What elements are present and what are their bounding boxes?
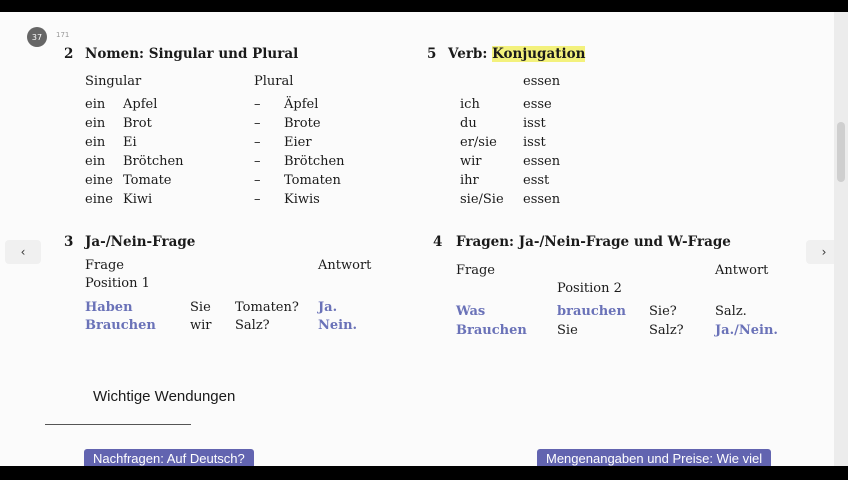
section5-title-prefix: Verb: (448, 46, 488, 62)
section2-plural: Äpfel (284, 97, 319, 112)
section5-verb: essen (523, 74, 561, 89)
section3-subject: Sie (190, 300, 211, 315)
section5-form: isst (523, 116, 546, 131)
section5-pronoun: wir (460, 154, 482, 169)
section5-form: esst (523, 173, 550, 188)
section4-col-frage: Frage (456, 263, 495, 278)
section3-subject: wir (190, 318, 212, 333)
section4-number: 4 (433, 234, 443, 250)
section2-noun: Brötchen (123, 154, 184, 169)
section2-col-singular: Singular (85, 74, 142, 89)
section3-title: Ja-/Nein-Frage (85, 234, 196, 250)
section2-plural: Tomaten (284, 173, 341, 188)
section2-article: eine (85, 173, 113, 188)
section5-pronoun: du (460, 116, 477, 131)
section3-verb: Haben (85, 300, 133, 315)
mengenangaben-button[interactable]: Mengenangaben und Preise: Wie viel (537, 449, 771, 466)
section3-object: Salz? (235, 318, 270, 333)
section2-dash: – (254, 192, 261, 207)
section2-article: eine (85, 192, 113, 207)
section3-object: Tomaten? (235, 300, 299, 315)
section2-dash: – (254, 135, 261, 150)
section5-form: essen (523, 192, 561, 207)
section2-noun: Kiwi (123, 192, 153, 207)
page-number-small: 171 (56, 31, 70, 39)
section5-title (448, 46, 585, 62)
section4-verb: brauchen (557, 304, 626, 319)
section4-col-antwort: Antwort (715, 263, 769, 278)
section2-dash: – (254, 173, 261, 188)
section5-title-highlight: Konjugation (492, 46, 586, 62)
section4-first: Brauchen (456, 323, 527, 338)
scrollbar-thumb[interactable] (837, 122, 845, 182)
section2-dash: – (254, 116, 261, 131)
section5-pronoun: ihr (460, 173, 479, 188)
section2-dash: – (254, 154, 261, 169)
section2-article: ein (85, 97, 106, 112)
section3-number: 3 (64, 234, 74, 250)
section3-col-frage: Frage (85, 258, 124, 273)
section2-noun: Tomate (123, 173, 172, 188)
section2-plural: Kiwis (284, 192, 320, 207)
chevron-left-icon: ‹ (20, 245, 26, 259)
section2-col-plural: Plural (254, 74, 294, 89)
phrases-heading: Wichtige Wendungen (93, 388, 236, 405)
document-page (0, 12, 848, 466)
section5-form: esse (523, 97, 552, 112)
chevron-right-icon: › (821, 245, 827, 259)
divider (45, 424, 191, 425)
section2-plural: Brötchen (284, 154, 345, 169)
section4-verb: Sie (557, 323, 578, 338)
section2-number: 2 (64, 46, 74, 62)
prev-page-button[interactable] (5, 240, 41, 264)
page-number-badge: 37 (27, 27, 47, 47)
section2-dash: – (254, 97, 261, 112)
section5-pronoun: ich (460, 97, 480, 112)
section2-article: ein (85, 135, 106, 150)
section2-plural: Brote (284, 116, 321, 131)
section2-article: ein (85, 116, 106, 131)
section2-title: Nomen: Singular und Plural (85, 46, 299, 62)
section3-answer: Ja. (318, 300, 338, 315)
section3-verb: Brauchen (85, 318, 156, 333)
section4-position: Position 2 (557, 281, 622, 296)
section2-noun: Apfel (123, 97, 158, 112)
section3-position: Position 1 (85, 276, 150, 291)
section2-noun: Brot (123, 116, 152, 131)
nachfragen-button[interactable]: Nachfragen: Auf Deutsch? (84, 449, 254, 466)
section2-plural: Eier (284, 135, 312, 150)
section4-subject: Salz? (649, 323, 684, 338)
section2-noun: Ei (123, 135, 137, 150)
section2-article: ein (85, 154, 106, 169)
scrollbar[interactable] (834, 12, 848, 466)
section5-pronoun: er/sie (460, 135, 497, 150)
section3-col-antwort: Antwort (318, 258, 372, 273)
section5-form: isst (523, 135, 546, 150)
section5-pronoun: sie/Sie (460, 192, 504, 207)
section5-number: 5 (427, 46, 437, 62)
section4-first: Was (456, 304, 486, 319)
section5-form: essen (523, 154, 561, 169)
section3-answer: Nein. (318, 318, 358, 333)
section4-subject: Sie? (649, 304, 677, 319)
section4-answer: Salz. (715, 304, 747, 319)
section4-title: Fragen: Ja-/Nein-Frage und W-Frage (456, 234, 731, 250)
section4-answer: Ja./Nein. (715, 323, 778, 338)
